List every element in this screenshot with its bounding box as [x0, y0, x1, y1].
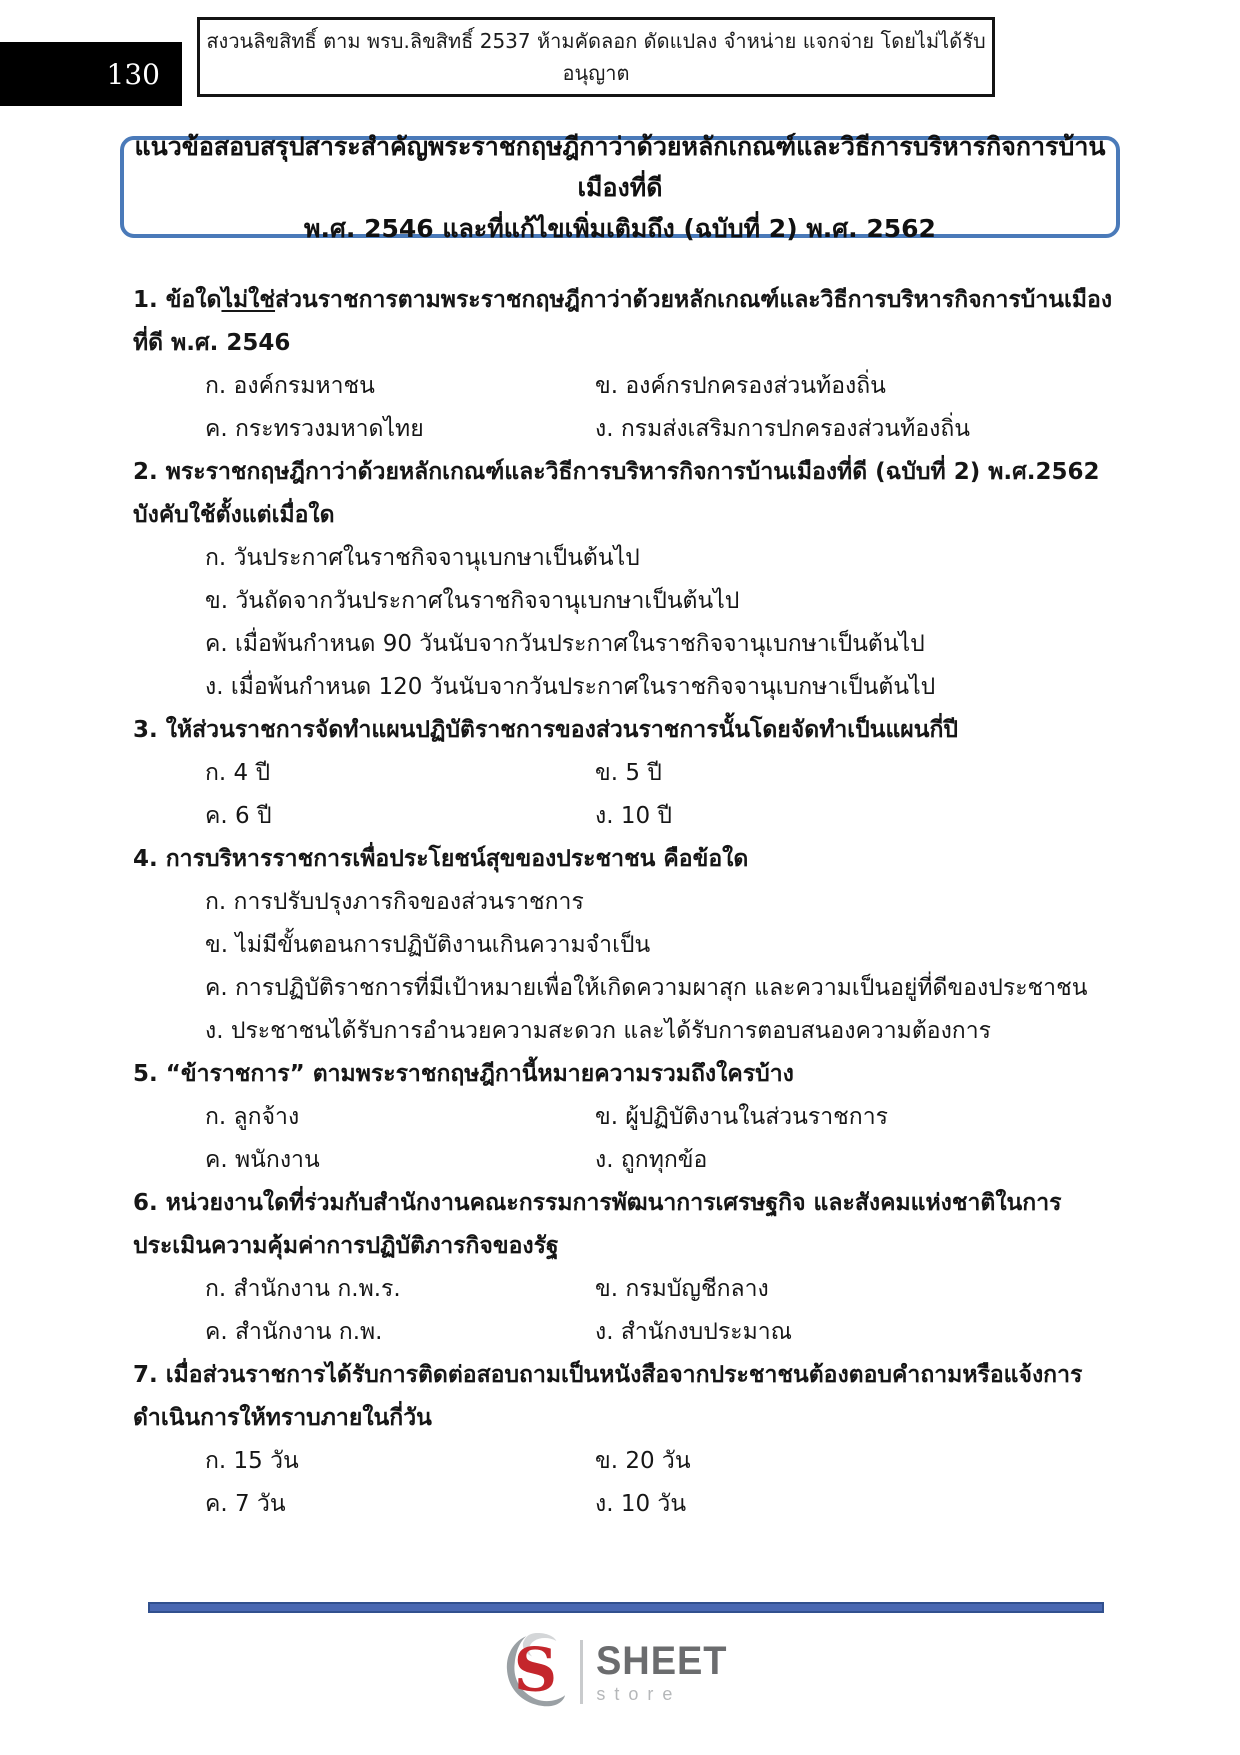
option-b: ข. 20 วัน	[595, 1448, 691, 1474]
option-c: ค. 6 ปี	[205, 803, 272, 829]
option-d: ง. ประชาชนได้รับการอำนวยความสะดวก และได้รับการตอบสนองความต้องการ	[205, 1018, 991, 1044]
question-7-text: 7. เมื่อส่วนราชการได้รับการติดต่อสอบถามเป็นหนังสือจากประชาชนต้องตอบคำถามหรือแจ้งการ	[133, 1362, 1083, 1388]
option-b: ข. องค์กรปกครองส่วนท้องถิ่น	[595, 373, 886, 399]
option-d: ง. ถูกทุกข้อ	[595, 1147, 708, 1173]
option-b: ข. ไม่มีขั้นตอนการปฏิบัติงานเกินความจำเป็น	[205, 932, 651, 958]
option-d: ง. สำนักงบประมาณ	[595, 1319, 793, 1345]
question-1	[133, 279, 1113, 451]
logo-text-block	[596, 1638, 734, 1704]
page-number: 130	[106, 57, 160, 91]
question-1-text: 1. ข้อใดไม่ใช่ส่วนราชการตามพระราชกฤษฎีกาว่าด้วยหลักเกณฑ์และวิธีการบริหารกิจการบ้านเมือง	[133, 287, 1113, 313]
question-4	[133, 838, 1113, 1053]
option-c: ค. สำนักงาน ก.พ.	[205, 1319, 383, 1345]
question-1-options	[133, 365, 1113, 451]
option-b: ข. วันถัดจากวันประกาศในราชกิจจานุเบกษาเป็นต้นไป	[205, 588, 740, 614]
option-c: ค. เมื่อพ้นกำหนด 90 วันนับจากวันประกาศในราชกิจจานุเบกษาเป็นต้นไป	[205, 631, 925, 657]
svg-text:S: S	[514, 1635, 558, 1706]
question-7-text-line2: ดำเนินการให้ทราบภายในกี่วัน	[133, 1405, 432, 1431]
copyright-text: สงวนลิขสิทธิ์ ตาม พรบ.ลิขสิทธิ์ 2537 ห้ามคัดลอก ดัดแปลง จำหน่าย แจกจ่าย โดยไม่ได้รับอนุญาต	[206, 29, 986, 85]
question-5-text: 5. “ข้าราชการ” ตามพระราชกฤษฎีกานี้หมายความรวมถึงใครบ้าง	[133, 1061, 794, 1087]
option-a: ก. องค์กรมหาชน	[205, 373, 375, 399]
logo-text-sheet: SHEET	[596, 1638, 728, 1683]
option-c: ค. พนักงาน	[205, 1147, 320, 1173]
option-a: ก. ลูกจ้าง	[205, 1104, 300, 1130]
option-d: ง. 10 วัน	[595, 1491, 687, 1517]
question-6-text: 6. หน่วยงานใดที่ร่วมกับสำนักงานคณะกรรมการพัฒนาการเศรษฐกิจ และสังคมแห่งชาติในการ	[133, 1190, 1062, 1216]
option-a: ก. 4 ปี	[205, 760, 271, 786]
question-4-options	[133, 881, 1113, 1053]
question-2-text: 2. พระราชกฤษฎีกาว่าด้วยหลักเกณฑ์และวิธีการบริหารกิจการบ้านเมืองที่ดี (ฉบับที่ 2) พ.ศ.2562	[133, 459, 1100, 485]
question-4-text: 4. การบริหารราชการเพื่อประโยชน์สุขของประชาชน คือข้อใด	[133, 846, 749, 872]
option-d: ง. เมื่อพ้นกำหนด 120 วันนับจากวันประกาศในราชกิจจานุเบกษาเป็นต้นไป	[205, 674, 936, 700]
option-b: ข. 5 ปี	[595, 760, 662, 786]
question-2-text-line2: บังคับใช้ตั้งแต่เมื่อใด	[133, 502, 335, 528]
exam-title-line2: พ.ศ. 2546 และที่แก้ไขเพิ่มเติมถึง (ฉบับที่ 2) พ.ศ. 2562	[304, 213, 936, 243]
sheet-store-logo	[0, 1632, 1240, 1712]
exam-title-box	[120, 131, 1120, 243]
question-2-options	[133, 537, 1113, 709]
option-b: ข. กรมบัญชีกลาง	[595, 1276, 769, 1302]
option-c: ค. การปฏิบัติราชการที่มีเป้าหมายเพื่อให้เกิดความผาสุก และความเป็นอยู่ที่ดีของประชาชน	[205, 975, 1088, 1001]
option-c: ค. กระทรวงมหาดไทย	[205, 416, 424, 442]
question-6-options	[133, 1268, 1113, 1354]
logo-text-store: store	[596, 1683, 682, 1704]
question-3-text: 3. ให้ส่วนราชการจัดทำแผนปฏิบัติราชการของส่วนราชการนั้นโดยจัดทำเป็นแผนกี่ปี	[133, 717, 959, 743]
question-6-text-line2: ประเมินความคุ้มค่าการปฏิบัติภารกิจของรัฐ	[133, 1233, 559, 1259]
copyright-notice-box	[197, 17, 995, 97]
option-a: ก. วันประกาศในราชกิจจานุเบกษาเป็นต้นไป	[205, 545, 640, 571]
option-c: ค. 7 วัน	[205, 1491, 286, 1517]
option-a: ก. 15 วัน	[205, 1448, 299, 1474]
option-a: ก. การปรับปรุงภารกิจของส่วนราชการ	[205, 889, 584, 915]
question-3-options	[133, 752, 1113, 838]
option-d: ง. กรมส่งเสริมการปกครองส่วนท้องถิ่น	[595, 416, 971, 442]
footer-divider-bar	[148, 1602, 1104, 1613]
page-number-box	[0, 42, 182, 106]
logo-divider	[580, 1640, 583, 1704]
question-2	[133, 451, 1113, 709]
option-a: ก. สำนักงาน ก.พ.ร.	[205, 1276, 401, 1302]
question-6	[133, 1182, 1113, 1354]
question-3	[133, 709, 1113, 838]
questions-section	[133, 279, 1113, 1526]
exam-title-line1: แนวข้อสอบสรุปสาระสำคัญพระราชกฤษฎีกาว่าด้วยหลักเกณฑ์และวิธีการบริหารกิจการบ้านเมืองที่ดี	[134, 131, 1106, 202]
underlined-word: ไม่ใช่	[221, 287, 276, 313]
option-b: ข. ผู้ปฏิบัติงานในส่วนราชการ	[595, 1104, 888, 1130]
question-1-text-line2: ที่ดี พ.ศ. 2546	[133, 330, 291, 356]
option-d: ง. 10 ปี	[595, 803, 673, 829]
question-5-options	[133, 1096, 1113, 1182]
question-5	[133, 1053, 1113, 1182]
question-7	[133, 1354, 1113, 1526]
sheet-store-s-swoosh-icon	[505, 1632, 567, 1712]
question-7-options	[133, 1440, 1113, 1526]
